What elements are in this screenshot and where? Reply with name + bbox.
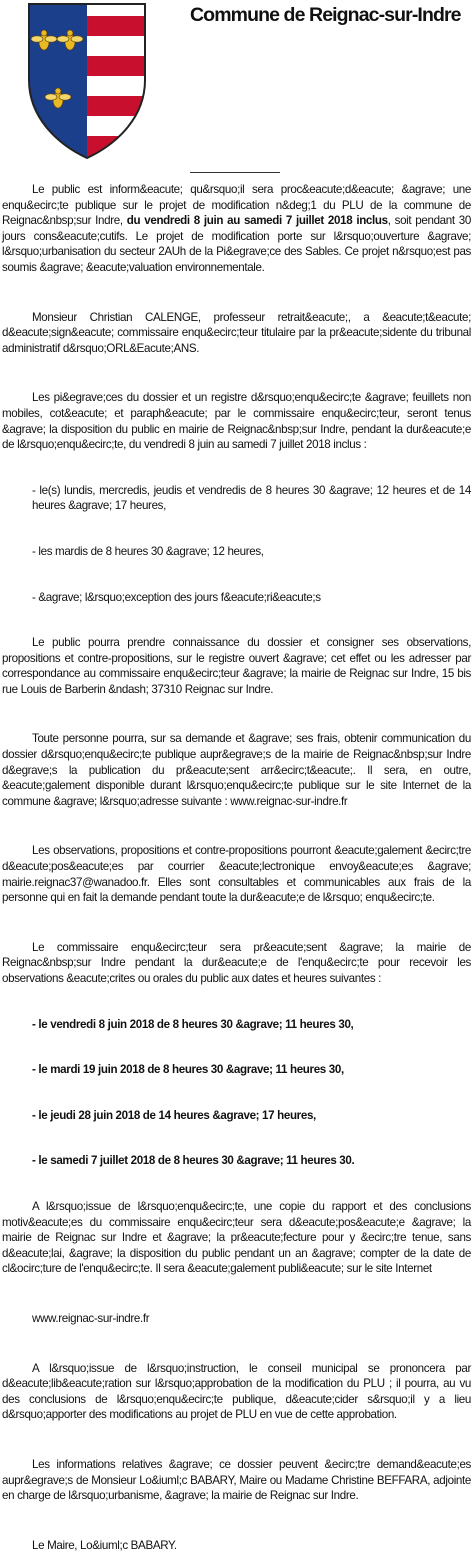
list-item: - le jeudi 28 juin 2018 de 14 heures &agrave; 17 heures, (32, 1108, 316, 1122)
signature: Le Maire, Lo&iuml;c BABARY. (32, 1538, 177, 1552)
paragraph-permanences: Le commissaire enqu&ecirc;teur sera pr&eacute;sent &agrave; la mairie de Reignac&nbsp;sur Indre pendant la dur&eacute;e de l'enqu&ecirc;te pour recevoir les observations &eacute;crites ou orales du public aux dates et heures suivantes : (2, 940, 471, 985)
paragraph-consultation: Le public pourra prendre connaissance du dossier et consigner ses observations, propositions et contre-propositions, sur le registre ouvert &agrave; cet effet ou les adresser par correspondance au commissaire enqu&ecirc;teur &agrave; la mairie de Reignac sur Indre, 15 bis rue Louis de Barberin &ndash; 37310 Reignac sur Indre. (2, 636, 471, 696)
paragraph-announcement: Le public est inform&eacute; qu&rsquo;il sera proc&eacute;d&eacute; &agrave; une enqu&ecirc;te publique sur le projet de modification n&deg;1 du PLU de la commune de Reignac&nbsp;sur Indre, du vendredi 8 juin au samedi 7 juillet 2018 inclus, soit pendant 30 jours cons&eacute;cutifs. Le projet de modification porte sur l&rsquo;ouverture &agrave; l&rsquo;urbanisation du secteur 2AUh de la Pi&egrave;ce des Sables. Ce projet n&rsquo;est pas soumis &agrave; &eacute;valuation environnementale. (2, 183, 471, 274)
list-item: - &agrave; l&rsquo;exception des jours f&eacute;ri&eacute;s (32, 590, 321, 604)
inquiry-dates: du vendredi 8 juin au samedi 7 juillet 2018 inclus (126, 214, 388, 228)
page-title: Commune de Reignac-sur-Indre (190, 4, 461, 26)
list-item: - le mardi 19 juin 2018 de 8 heures 30 &agrave; 11 heures 30, (32, 1063, 344, 1077)
paragraph-communication: Toute personne pourra, sur sa demande et &agrave; ses frais, obtenir communication du dossier d&rsquo;enqu&ecirc;te publique aupr&egrave;s de la mairie de Reignac&nbsp;sur Indre d&egrave;s la publication du pr&eacute;sent arr&ecirc;t&eacute;. Il sera, en outre, &eacute;galement disponible durant l&rsquo;enqu&ecirc;te publique sur le site Internet de la commune &agrave; l&rsquo;adresse suivante : www.reignac-sur-indre.fr (2, 732, 471, 808)
list-item: - le samedi 7 juillet 2018 de 8 heures 30 &agrave; 11 heures 30. (32, 1154, 355, 1168)
list-item: - le vendredi 8 juin 2018 de 8 heures 30 &agrave; 11 heures 30, (32, 1017, 354, 1031)
website-link: www.reignac-sur-indre.fr (32, 1311, 150, 1325)
paragraph-email: Les observations, propositions et contre-propositions pourront &eacute;galement &ecirc;tre d&eacute;pos&eacute;es par courrier &eacute;lectronique envoy&eacute;es &agrave; mairie.reignac37@wanadoo.fr. Elles sont consultables et communicables aux frais de la personne qui en fait la demande pendant toute la dur&eacute;e de l&rsquo; enqu&ecirc;te. (2, 844, 471, 905)
paragraph-commissioner: Monsieur Christian CALENGE, professeur retrait&eacute;, a &eacute;t&eacute; d&eacute;sign&eacute; commissaire enqu&ecirc;teur titulaire par la pr&eacute;sidente du tribunal administratif d&rsquo;ORL&Eacute;ANS. (2, 310, 471, 355)
list-item: - le(s) lundis, mercredis, jeudis et vendredis de 8 heures 30 &agrave; 12 heures et de 14 heures &agrave; 17 heures, (32, 483, 471, 513)
list-item: - les mardis de 8 heures 30 &agrave; 12 heures, (32, 544, 264, 558)
title-divider (190, 172, 280, 173)
bee-coat-of-arms-icon (27, 2, 147, 160)
notice-body (2, 182, 471, 1553)
paragraph-contact: Les informations relatives &agrave; ce dossier peuvent &ecirc;tre demand&eacute;es aupr&egrave;s de Monsieur Lo&iuml;c BABARY, Maire ou Madame Christine BEFFARA, adjointe en charge de l&rsquo;urbanisme, &agrave; la mairie de Reignac sur Indre. (2, 1457, 471, 1503)
paragraph-documents: Les pi&egrave;ces du dossier et un registre d&rsquo;enqu&ecirc;te &agrave; feuillets non mobiles, cot&eacute; et paraph&eacute; par le commissaire enqu&ecirc;teur, seront tenus &agrave; la disposition du public en mairie de Reignac&nbsp;sur Indre, pendant la dur&eacute;e de l&rsquo;enqu&ecirc;te, du vendredi 8 juin au samedi 7 juillet 2018 inclus : (2, 391, 471, 452)
paragraph-deliberation: A l&rsquo;issue de l&rsquo;instruction, le conseil municipal se prononcera par d&eacute;lib&eacute;ration sur l&rsquo;approbation de la modification du PLU ; il pourra, au vu des conclusions de l&rsquo;enqu&ecirc;te publique, d&eacute;cider s&rsquo;il y a lieu d&rsquo;apporter des modifications au projet de PLU en vue de cette approbation. (2, 1361, 471, 1422)
paragraph-report: A l&rsquo;issue de l&rsquo;enqu&ecirc;te, une copie du rapport et des conclusions motiv&eacute;es du commissaire enqu&ecirc;teur sera d&eacute;pos&eacute;e &agrave; la mairie de Reignac sur Indre et &agrave; la pr&eacute;fecture pour y &ecirc;tre tenue, sans d&eacute;lai, &agrave; la disposition du public pendant un an &agrave; compter de la date de cl&ocirc;ture de l'enqu&ecirc;te. Il sera &eacute;galement publi&eacute; sur le site Internet (2, 1199, 471, 1276)
